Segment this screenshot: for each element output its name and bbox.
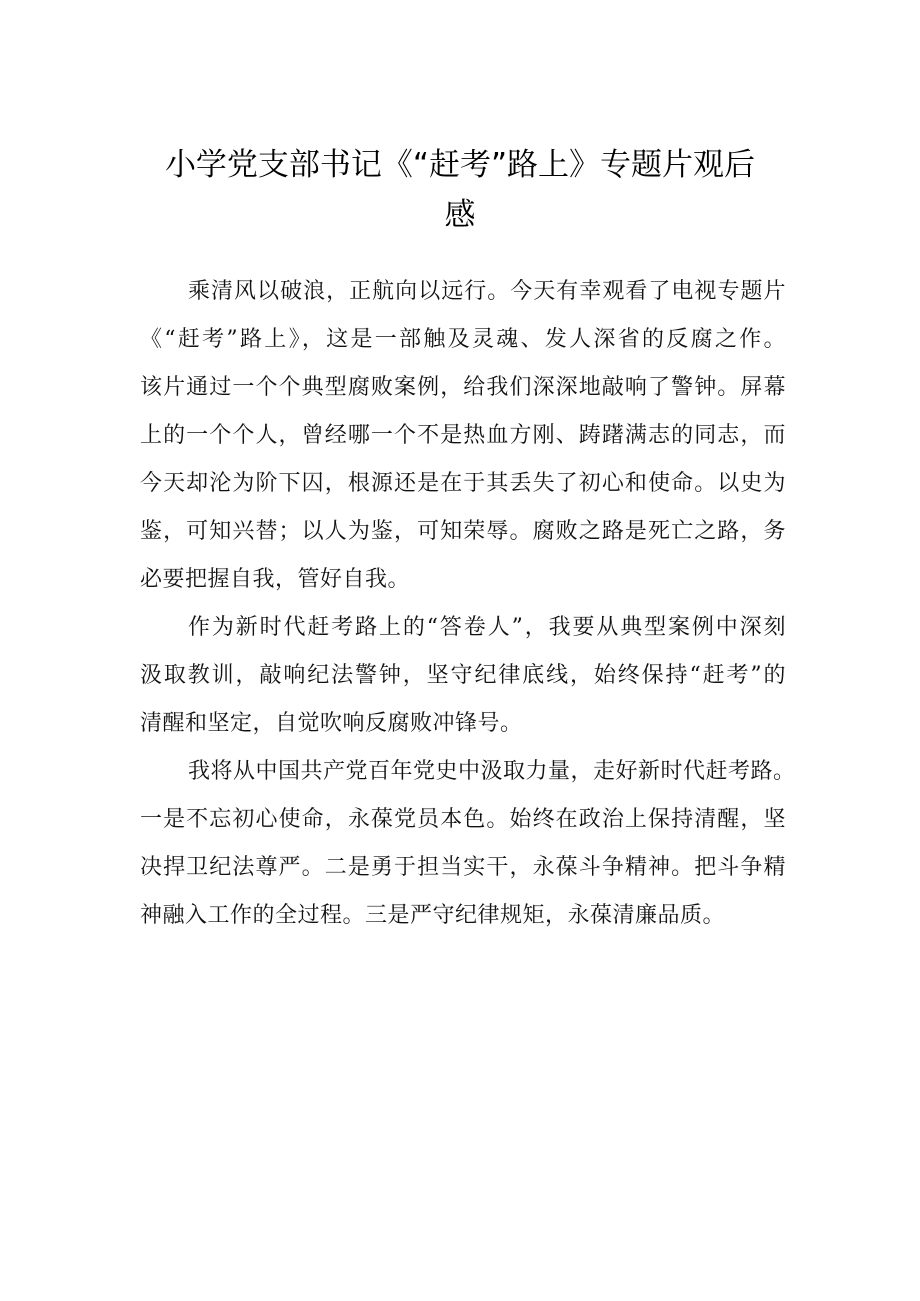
paragraph-line: 鉴，可知兴替；以人为鉴，可知荣辱。腐败之路是死亡之路，务 [140,519,786,544]
paragraph-line: 决捍卫纪法尊严。二是勇于担当实干，永葆斗争精神。把斗争精 [140,855,786,880]
paragraph-line: 上的一个个人，曾经哪一个不是热血方刚、踌躇满志的同志，而 [140,423,786,448]
paragraph [140,604,786,748]
paragraph-line: 一是不忘初心使命，永葆党员本色。始终在政治上保持清醒，坚 [140,807,786,832]
paragraph [140,748,796,940]
paragraph-line: 清醒和坚定，自觉吹响反腐败冲锋号。 [140,711,523,736]
paragraph-line: 我将从中国共产党百年党史中汲取力量，走好新时代赶考路。 [188,759,796,784]
paragraph-line: 该片通过一个个典型腐败案例，给我们深深地敲响了警钟。屏幕 [140,375,786,400]
paragraph-line: 作为新时代赶考路上的“答卷人”，我要从典型案例中深刻 [188,615,786,640]
paragraph-line: 神融入工作的全过程。三是严守纪律规矩，永葆清廉品质。 [140,903,726,928]
title-line: 小学党支部书记《“赶考”路上》专题片观后 [164,147,756,183]
paragraph-line: 必要把握自我，管好自我。 [140,567,411,592]
paragraph-line: 《“赶考”路上》，这是一部触及灵魂、发人深省的反腐之作。 [140,327,786,352]
paragraph-line: 汲取教训，敲响纪法警钟，坚守纪律底线，始终保持“赶考”的 [140,663,786,688]
paragraph-line: 乘清风以破浪，正航向以远行。今天有幸观看了电视专题片 [188,279,786,304]
title-line: 感 [444,197,476,233]
paragraph-line: 今天却沦为阶下囚，根源还是在于其丢失了初心和使命。以史为 [140,471,786,496]
document-body [140,268,796,940]
document-title [130,140,790,240]
paragraph [140,268,786,604]
